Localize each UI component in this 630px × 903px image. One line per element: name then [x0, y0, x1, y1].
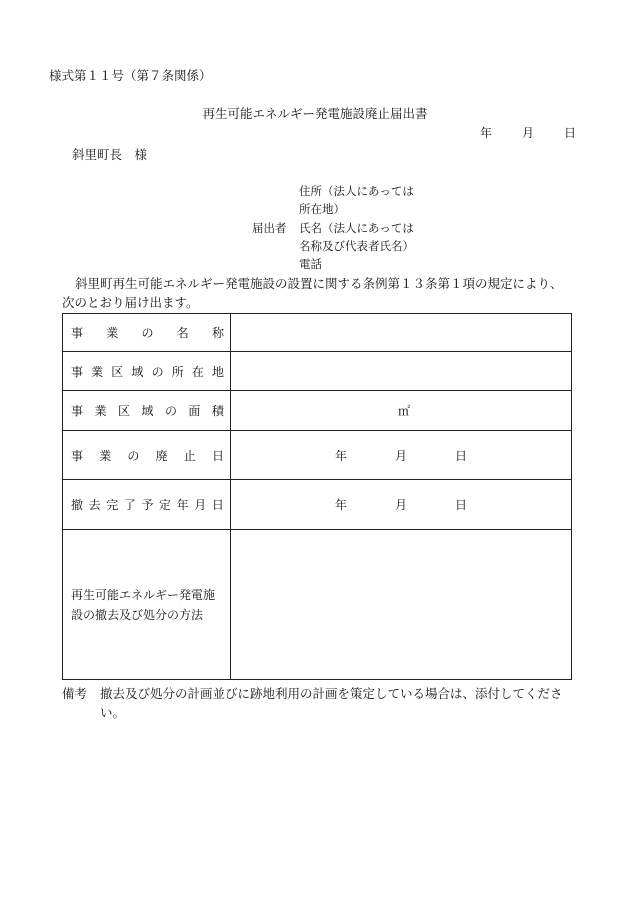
date-year-label: 年: [480, 126, 493, 140]
label-char: 域: [131, 364, 144, 379]
label-char: 区: [111, 364, 124, 379]
label-char: の: [164, 404, 177, 418]
label-char: 地: [211, 364, 224, 379]
label-cell: [63, 480, 231, 530]
submission-date: [480, 124, 576, 141]
form-number: 様式第１１号（第７条関係）: [49, 68, 212, 83]
label-char: 撤: [71, 498, 84, 512]
closure-year: 年: [334, 448, 347, 463]
removal-year: 年: [334, 498, 347, 512]
remarks-text: 撤去及び処分の計画並びに跡地利用の計画を策定している場合は、添付してください。: [100, 686, 563, 720]
table-row-removal-method: [63, 530, 572, 680]
label-char: 業: [99, 448, 112, 463]
label-char: 月: [194, 498, 207, 512]
date-month-label: 月: [522, 126, 535, 140]
label-char: 定: [159, 498, 172, 512]
label-cell: [63, 314, 231, 352]
removal-date-label: [71, 496, 224, 513]
label-char: 止: [183, 448, 196, 463]
label-char: 事: [71, 404, 84, 418]
label-cell: [63, 391, 231, 431]
applicant-address-label: 住所（法人にあっては: [299, 184, 414, 198]
table-row-closure-date: [63, 431, 572, 480]
applicant-name-label: 氏名（法人にあっては: [299, 221, 414, 235]
label-char: の: [141, 326, 154, 340]
label-char: 名: [176, 326, 189, 340]
removal-day: 日: [455, 498, 468, 512]
label-char: 在: [191, 364, 204, 379]
removal-method-value[interactable]: [231, 530, 572, 680]
label-char: の: [127, 448, 140, 463]
business-name-value[interactable]: [231, 314, 572, 352]
closure-date-label: [71, 447, 224, 464]
label-char: 事: [71, 448, 84, 463]
label-char: 廃: [155, 448, 168, 463]
label-char: 積: [211, 404, 224, 418]
applicant-role-label: 届出者: [252, 221, 287, 235]
label-char: 完: [106, 498, 119, 512]
addressee: 斜里町長 様: [72, 147, 148, 162]
date-day-label: 日: [564, 126, 577, 140]
label-char: 了: [123, 498, 136, 512]
label-cell: [63, 352, 231, 391]
label-char: 予: [141, 498, 154, 512]
closure-day: 日: [455, 448, 468, 463]
notification-form-table: [62, 313, 572, 680]
label-cell: [63, 431, 231, 480]
location-value[interactable]: [231, 352, 572, 391]
label-char: 去: [88, 498, 101, 512]
declaration-text: 斜里町再生可能エネルギー発電施設の設置に関する条例第１３条第１項の規定により、次のとおり届け出ます。: [62, 276, 563, 310]
removal-month: 月: [394, 498, 407, 512]
label-char: 業: [106, 326, 119, 340]
area-label: [71, 402, 224, 419]
location-label: [71, 363, 224, 380]
table-row-business-name: [63, 314, 572, 352]
label-char: 面: [188, 404, 201, 418]
label-char: 日: [211, 448, 224, 463]
label-char: の: [151, 364, 164, 379]
label-char: 所: [171, 364, 184, 379]
area-unit: ㎡: [397, 404, 410, 418]
label-char: 年: [176, 498, 189, 512]
label-char: 区: [117, 404, 130, 418]
label-char: 業: [94, 404, 107, 418]
applicant-phone-label: 電話: [299, 257, 322, 271]
table-row-location: [63, 352, 572, 391]
label-char: 業: [91, 364, 104, 379]
closure-month: 月: [394, 448, 407, 463]
table-row-removal-date: [63, 480, 572, 530]
label-char: 事: [71, 364, 84, 379]
removal-method-label: 再生可能エネルギー発電施設の撤去及び処分の方法: [63, 530, 231, 680]
applicant-name-note: 名称及び代表者氏名）: [299, 239, 414, 253]
label-char: 域: [141, 404, 154, 418]
label-char: 称: [211, 326, 224, 340]
area-value[interactable]: [231, 391, 572, 431]
removal-date-value[interactable]: [231, 480, 572, 530]
business-name-label: [71, 324, 224, 341]
document-title: 再生可能エネルギー発電施設廃止届出書: [202, 106, 428, 121]
closure-date-value[interactable]: [231, 431, 572, 480]
applicant-address-note: 所在地）: [299, 202, 345, 216]
label-char: 日: [211, 498, 224, 512]
label-char: 事: [71, 326, 84, 340]
table-row-area: [63, 391, 572, 431]
remarks-label: 備考: [62, 686, 88, 701]
